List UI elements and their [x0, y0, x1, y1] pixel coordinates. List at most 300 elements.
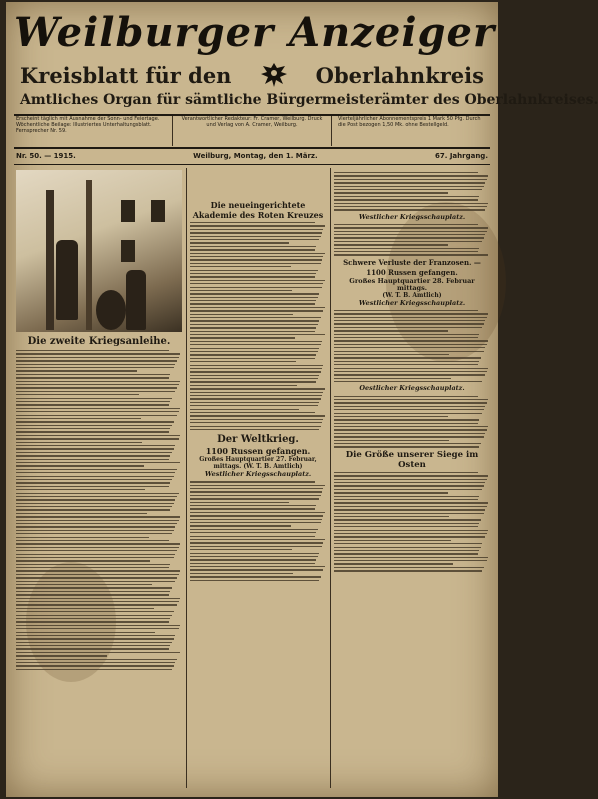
- text-line: [16, 509, 170, 510]
- text-line: [190, 331, 315, 332]
- text-line: [334, 423, 478, 424]
- text-line: [16, 418, 141, 419]
- text-line: [334, 560, 487, 561]
- text-line: [190, 546, 322, 547]
- right-body-text-4: [334, 396, 490, 448]
- text-line: [334, 340, 488, 341]
- official-organ-line: Amtliches Organ für sämtliche Bürgermeisterämter des Oberlahnkreises.: [20, 92, 598, 108]
- right-headline-2: Die Größe unserer Siege im Osten: [345, 449, 479, 470]
- text-line: [334, 547, 481, 548]
- text-line: [190, 405, 318, 406]
- text-line: [190, 361, 296, 362]
- text-line: [190, 392, 323, 393]
- text-line: [190, 351, 318, 352]
- text-line: [16, 598, 180, 599]
- text-line: [190, 300, 316, 301]
- text-line: [190, 539, 325, 540]
- text-line: [16, 530, 174, 531]
- text-line: [190, 259, 322, 260]
- text-line: [334, 234, 485, 235]
- text-line: [334, 492, 448, 493]
- text-line: [190, 270, 318, 271]
- dateline: [16, 150, 488, 162]
- text-line: [334, 399, 488, 400]
- text-line: [190, 239, 319, 240]
- text-line: [190, 495, 321, 496]
- text-line: [334, 523, 479, 524]
- text-line: [16, 493, 179, 494]
- text-line: [190, 263, 321, 264]
- text-line: [334, 172, 478, 173]
- text-line: [190, 412, 315, 413]
- text-line: [16, 452, 172, 453]
- right-headline-1: Schwere Verluste der Franzosen. — 1100 Russen gefangen.: [343, 257, 481, 277]
- text-line: [334, 334, 479, 335]
- text-line: [334, 550, 479, 551]
- text-line: [190, 365, 323, 366]
- text-line: [190, 327, 316, 328]
- text-line: [334, 426, 488, 427]
- text-line: [16, 411, 179, 412]
- text-line: [190, 488, 323, 489]
- text-line: [190, 310, 323, 311]
- text-line: [16, 428, 170, 429]
- text-line: [190, 419, 323, 420]
- place-date: Weilburg, Montag, den 1. März.: [193, 152, 318, 160]
- text-line: [16, 455, 170, 456]
- middle-body-text-2: [190, 481, 326, 581]
- weltkrieg-hq-line: Großes Hauptquartier 27. Februar, mittags. (W. T. B. Amtlich): [199, 456, 317, 471]
- text-line: [190, 566, 325, 567]
- right-column: [334, 170, 490, 790]
- text-line: [190, 232, 322, 233]
- text-line: [16, 499, 175, 500]
- text-line: [334, 479, 487, 480]
- eagle-crest-icon: [258, 60, 290, 90]
- text-line: [334, 409, 484, 410]
- text-line: [334, 570, 482, 571]
- left-column: [16, 336, 182, 792]
- text-line: [334, 381, 482, 382]
- text-line: [16, 438, 179, 439]
- info-right: Vierteljährlicher Abonnementspreis 1 Mark 50 Pfg. Durch die Post bezogen 1,50 Mk. ohne Bestellgeld.: [338, 116, 481, 128]
- text-line: [190, 368, 322, 369]
- text-line: [16, 462, 180, 463]
- text-line: [16, 584, 152, 585]
- text-line: [334, 499, 478, 500]
- text-line: [190, 371, 321, 372]
- text-line: [16, 591, 170, 592]
- text-line: [334, 413, 482, 414]
- text-line: [190, 378, 318, 379]
- text-line: [190, 422, 322, 423]
- text-line: [190, 283, 323, 284]
- text-line: [16, 615, 172, 616]
- text-line: [334, 506, 487, 507]
- text-line: [190, 344, 321, 345]
- text-line: [334, 310, 478, 311]
- text-line: [16, 618, 170, 619]
- text-line: [16, 367, 174, 368]
- text-line: [16, 387, 177, 388]
- text-line: [334, 244, 448, 245]
- text-line: [190, 536, 315, 537]
- text-line: [334, 530, 488, 531]
- text-line: [16, 523, 177, 524]
- text-line: [334, 361, 479, 362]
- text-line: [334, 254, 488, 255]
- text-line: [16, 621, 169, 622]
- text-line: [190, 249, 315, 250]
- text-line: [334, 323, 484, 324]
- text-line: [334, 482, 485, 483]
- text-line: [334, 406, 485, 407]
- text-line: [334, 354, 449, 355]
- text-line: [16, 374, 170, 375]
- text-line: [190, 573, 293, 574]
- text-line: [16, 513, 147, 514]
- text-line: [334, 351, 484, 352]
- text-line: [190, 515, 323, 516]
- text-line: [334, 553, 478, 554]
- text-line: [334, 416, 448, 417]
- text-line: [16, 628, 179, 629]
- text-line: [334, 502, 488, 503]
- text-line: [190, 508, 315, 509]
- text-line: [16, 496, 177, 497]
- text-line: [16, 445, 175, 446]
- text-line: [190, 429, 319, 430]
- text-line: [190, 293, 319, 294]
- middle-column: [190, 170, 326, 790]
- text-line: [190, 280, 325, 281]
- text-line: [16, 381, 180, 382]
- text-line: [190, 553, 319, 554]
- text-line: [16, 364, 175, 365]
- text-line: [16, 360, 177, 361]
- text-line: [190, 287, 322, 288]
- text-line: [190, 222, 315, 223]
- text-line: [16, 574, 179, 575]
- text-line: [190, 236, 321, 237]
- text-line: [16, 587, 172, 588]
- subtitle-left: Kreisblatt für den: [20, 62, 232, 88]
- text-line: [190, 529, 318, 530]
- text-line: [190, 532, 316, 533]
- text-line: [190, 225, 325, 226]
- text-line: [334, 175, 488, 176]
- text-line: [16, 537, 149, 538]
- text-line: [334, 231, 487, 232]
- weltkrieg-subtitle: 1100 Russen gefangen.: [205, 446, 311, 457]
- text-line: [16, 394, 139, 395]
- divider: [14, 147, 490, 149]
- text-line: [334, 227, 488, 228]
- text-line: [16, 604, 177, 605]
- text-line: [334, 196, 479, 197]
- text-line: [16, 486, 169, 487]
- text-line: [16, 611, 174, 612]
- text-line: [190, 388, 325, 389]
- subtitle-row: [20, 62, 484, 88]
- text-line: [16, 655, 107, 656]
- text-line: [16, 408, 180, 409]
- text-line: [190, 491, 322, 492]
- text-line: [190, 246, 316, 247]
- text-line: [16, 401, 170, 402]
- text-line: [190, 569, 323, 570]
- right-hq-sub: (W. T. B. Amtlich): [382, 291, 442, 299]
- text-line: [16, 564, 170, 565]
- text-line: [16, 448, 174, 449]
- text-line: [190, 256, 323, 257]
- text-line: [334, 209, 485, 210]
- text-line: [190, 522, 321, 523]
- left-body-text: [16, 350, 182, 670]
- text-line: [334, 206, 487, 207]
- text-line: [16, 547, 179, 548]
- text-line: [334, 357, 481, 358]
- text-line: [16, 577, 177, 578]
- text-line: [16, 350, 169, 351]
- text-line: [16, 370, 137, 371]
- text-line: [334, 402, 487, 403]
- text-line: [16, 625, 180, 626]
- text-line: [16, 435, 180, 436]
- text-line: [190, 354, 316, 355]
- right-body-text-2: [334, 224, 490, 256]
- text-line: [334, 536, 485, 537]
- text-line: [190, 317, 321, 318]
- text-line: [16, 476, 174, 477]
- text-line: [16, 469, 177, 470]
- text-line: [16, 601, 179, 602]
- text-line: [334, 337, 478, 338]
- text-line: [334, 317, 487, 318]
- divider: [14, 164, 490, 165]
- text-line: [334, 567, 484, 568]
- text-line: [190, 334, 325, 335]
- text-line: [190, 505, 316, 506]
- text-line: [334, 496, 479, 497]
- right-body-text-3: [334, 310, 490, 383]
- newspaper-page: [6, 2, 598, 797]
- text-line: [190, 320, 319, 321]
- text-line: [16, 635, 175, 636]
- text-line: [334, 419, 479, 420]
- text-line: [334, 396, 478, 397]
- text-line: [16, 465, 144, 466]
- text-line: [16, 648, 169, 649]
- text-line: [16, 662, 175, 663]
- text-line: [190, 519, 322, 520]
- text-line: [190, 559, 316, 560]
- text-line: [16, 659, 177, 660]
- text-line: [190, 409, 299, 410]
- info-bar: [16, 116, 488, 146]
- text-line: [16, 489, 145, 490]
- text-line: [190, 297, 318, 298]
- text-line: [334, 327, 482, 328]
- info-left: Erscheint täglich mit Ausnahme der Sonn- und Feiertage. Wöchentliche Beilage: Illustriertes Unterhaltungsblatt. Fernsprecher Nr. 59.: [16, 116, 160, 134]
- text-line: [190, 266, 291, 267]
- text-line: [190, 402, 319, 403]
- text-line: [16, 665, 174, 666]
- text-line: [16, 581, 175, 582]
- text-line: [190, 381, 316, 382]
- text-line: [334, 248, 479, 249]
- text-line: [16, 526, 175, 527]
- text-line: [334, 186, 484, 187]
- text-line: [334, 344, 487, 345]
- text-line: [190, 358, 315, 359]
- text-line: [334, 509, 485, 510]
- text-line: [334, 433, 485, 434]
- text-line: [334, 472, 478, 473]
- right-body-text: [334, 172, 490, 211]
- text-line: [190, 348, 319, 349]
- masthead-title: Weilburger Anzeiger: [14, 9, 496, 56]
- right-hq-line: Großes Hauptquartier 28. Februar mittags.: [349, 276, 475, 292]
- text-line: [190, 341, 322, 342]
- text-line: [334, 330, 448, 331]
- text-line: [16, 570, 180, 571]
- text-line: [334, 251, 478, 252]
- text-line: [334, 313, 488, 314]
- text-line: [334, 203, 488, 204]
- text-line: [16, 638, 174, 639]
- text-line: [190, 276, 315, 277]
- text-line: [16, 557, 174, 558]
- right-section-1: Westlicher Kriegsschauplatz.: [358, 212, 466, 221]
- text-line: [334, 199, 478, 200]
- text-line: [334, 179, 487, 180]
- text-line: [190, 498, 319, 499]
- text-line: [16, 560, 150, 561]
- text-line: [334, 364, 478, 365]
- text-line: [334, 526, 478, 527]
- text-line: [16, 533, 172, 534]
- text-line: [16, 506, 172, 507]
- volume: 67. Jahrgang.: [434, 152, 488, 160]
- info-middle: Verantwortlicher Redakteur: Fr. Cramer, Weilburg. Druck und Verlag von A. Cramer, Weilburg.: [172, 116, 332, 146]
- text-line: [16, 404, 169, 405]
- text-line: [16, 642, 172, 643]
- text-line: [16, 353, 180, 354]
- subtitle-right: Oberlahnkreis: [315, 62, 484, 88]
- text-line: [190, 426, 321, 427]
- text-line: [334, 543, 482, 544]
- text-line: [16, 516, 180, 517]
- issue-number: Nr. 50. — 1915.: [16, 152, 76, 160]
- text-line: [190, 229, 323, 230]
- text-line: [190, 563, 315, 564]
- text-line: [334, 540, 451, 541]
- text-line: [334, 446, 479, 447]
- column-rule: [330, 168, 331, 788]
- text-line: [334, 557, 488, 558]
- column-rule: [186, 168, 187, 788]
- text-line: [190, 549, 292, 550]
- left-headline: Die zweite Kriegsanleihe.: [27, 336, 171, 347]
- text-line: [16, 377, 169, 378]
- text-line: [334, 440, 449, 441]
- text-line: [190, 580, 319, 581]
- text-line: [190, 242, 289, 243]
- text-line: [16, 442, 142, 443]
- text-line: [190, 576, 321, 577]
- text-line: [16, 472, 175, 473]
- text-line: [16, 384, 179, 385]
- text-line: [190, 307, 325, 308]
- text-line: [334, 429, 487, 430]
- text-line: [334, 485, 484, 486]
- text-line: [16, 415, 177, 416]
- text-line: [334, 489, 482, 490]
- text-line: [334, 224, 478, 225]
- text-line: [334, 378, 451, 379]
- text-line: [190, 415, 325, 416]
- text-line: [16, 645, 170, 646]
- text-line: [16, 503, 174, 504]
- text-line: [16, 421, 174, 422]
- middle-body-text: [190, 222, 326, 430]
- text-line: [16, 543, 180, 544]
- text-line: [190, 385, 297, 386]
- text-line: [16, 479, 172, 480]
- text-line: [190, 395, 322, 396]
- text-line: [16, 357, 179, 358]
- text-line: [334, 519, 481, 520]
- text-line: [190, 314, 293, 315]
- text-line: [190, 273, 316, 274]
- text-line: [334, 182, 485, 183]
- text-line: [190, 375, 319, 376]
- weltkrieg-title: Der Weltkrieg.: [217, 434, 299, 446]
- text-line: [334, 371, 487, 372]
- right-section-4: Oestlicher Kriegsschauplatz.: [359, 384, 465, 393]
- text-line: [334, 237, 484, 238]
- text-line: [16, 567, 169, 568]
- right-section-3: Westlicher Kriegsschauplatz.: [358, 298, 466, 307]
- text-line: [16, 594, 169, 595]
- text-line: [334, 563, 453, 564]
- text-line: [190, 556, 318, 557]
- text-line: [190, 512, 325, 513]
- text-line: [190, 525, 291, 526]
- text-line: [16, 632, 155, 633]
- text-line: [334, 436, 484, 437]
- text-line: [334, 368, 488, 369]
- text-line: [190, 485, 325, 486]
- text-line: [334, 516, 449, 517]
- text-line: [190, 253, 325, 254]
- text-line: [16, 652, 180, 653]
- text-line: [190, 337, 295, 338]
- middle-headline: Die neueingerichtete Akademie des Roten Kreuzes: [192, 200, 324, 220]
- text-line: [16, 482, 170, 483]
- text-line: [334, 347, 485, 348]
- text-line: [16, 520, 179, 521]
- text-line: [334, 189, 482, 190]
- text-line: [16, 540, 169, 541]
- text-line: [16, 550, 177, 551]
- text-line: [16, 391, 175, 392]
- text-line: [16, 431, 169, 432]
- text-line: [190, 324, 318, 325]
- text-line: [190, 290, 292, 291]
- right-body-text-5: [334, 472, 490, 572]
